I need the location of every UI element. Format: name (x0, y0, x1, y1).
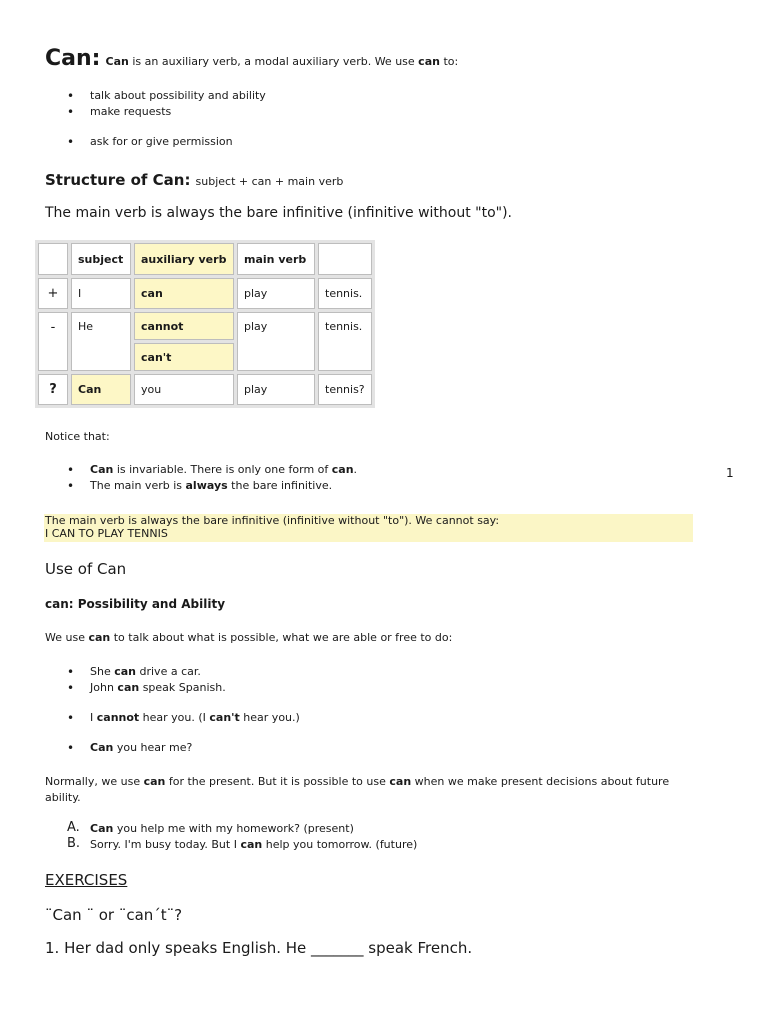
text: help you tomorrow. (future) (262, 838, 418, 851)
text: She (90, 665, 115, 678)
examples-list-3 (45, 740, 645, 756)
normally-paragraph (45, 774, 705, 806)
text: for the present. But it is possible to use (165, 775, 390, 788)
table-cell: play (237, 374, 315, 405)
uses-list-2 (45, 134, 645, 150)
text: you help me with my homework? (present) (113, 822, 354, 835)
table-header-row (38, 243, 372, 275)
text: you hear me? (113, 741, 193, 754)
list-marker: B. (67, 836, 81, 851)
symbol-positive: + (38, 278, 68, 309)
bold-text: can (143, 775, 166, 788)
structure-line (45, 170, 343, 190)
bold-text: can (240, 838, 263, 851)
table-cell-aux: cannot (134, 312, 234, 340)
symbol-question: ? (38, 374, 68, 405)
table-cell-aux: can (134, 278, 234, 309)
intro-end: to: (439, 55, 459, 68)
alpha-list (45, 821, 685, 853)
bold-text: can (114, 665, 136, 678)
highlight-box (44, 514, 693, 542)
table-row (38, 312, 372, 340)
bold-text: can't (209, 711, 240, 724)
list-item: • make requests (45, 104, 645, 120)
highlight-line-1: The main verb is always the bare infinitive (infinitive without "to"). We cannot say: (45, 514, 500, 527)
table-row (38, 278, 372, 309)
exercises-heading: EXERCISES (45, 871, 128, 889)
text: when we make present decisions about future ability. (45, 775, 670, 804)
table-row (38, 374, 372, 405)
text: hear you.) (239, 711, 300, 724)
list-item (45, 462, 645, 478)
structure-heading: Structure of Can: (45, 171, 191, 189)
use-heading: Use of Can (45, 560, 127, 578)
text: The main verb is (90, 479, 186, 492)
uses-list (45, 88, 645, 120)
bold-text: can (331, 463, 354, 476)
text: hear you. (I (139, 711, 210, 724)
intro-text: is an auxiliary verb, a modal auxiliary verb. We use (128, 55, 419, 68)
table-cell: He (71, 312, 131, 371)
list-item (45, 478, 645, 494)
symbol-negative: - (38, 312, 68, 371)
bold-text: Can (90, 741, 114, 754)
list-item (45, 821, 685, 837)
exercises-prompt: ¨Can ¨ or ¨can´t¨? (45, 906, 183, 924)
text: speak Spanish. (139, 681, 226, 694)
list-item (45, 740, 645, 756)
title-line (45, 46, 458, 71)
bold-text: cannot (96, 711, 140, 724)
text: Sorry. I'm busy today. But I (90, 838, 241, 851)
table-cell-aux: Can (71, 374, 131, 405)
bold-text: always (185, 479, 228, 492)
bold-text: Can (90, 463, 114, 476)
examples-list-2 (45, 710, 645, 726)
table-cell (38, 243, 68, 275)
bold-text: can (117, 681, 140, 694)
text: John (90, 681, 118, 694)
text: I (90, 711, 97, 724)
notice-list (45, 462, 645, 494)
text: to talk about what is possible, what we are able or free to do: (110, 631, 453, 644)
table-cell: I (71, 278, 131, 309)
page-number: 1 (726, 466, 734, 480)
bold-text: can (389, 775, 412, 788)
list-item (45, 664, 645, 680)
text: . (353, 463, 358, 476)
use-subheading: can: Possibility and Ability (45, 597, 226, 611)
list-item (45, 837, 685, 853)
list-item (45, 680, 645, 696)
text: We use (45, 631, 89, 644)
table-cell: tennis? (318, 374, 372, 405)
text: the bare infinitive. (227, 479, 333, 492)
header-aux: auxiliary verb (134, 243, 234, 275)
notice-label: Notice that: (45, 430, 110, 443)
exercise-question-1: 1. Her dad only speaks English. He _______ speak French. (45, 939, 473, 957)
list-item: • ask for or give permission (45, 134, 645, 150)
bold-text: can (88, 631, 111, 644)
table-cell: tennis. (318, 278, 372, 309)
table-cell: you (134, 374, 234, 405)
table-cell: play (237, 312, 315, 371)
table-cell (318, 243, 372, 275)
grammar-table (35, 240, 375, 408)
intro-can: Can (105, 55, 129, 68)
text: Normally, we use (45, 775, 144, 788)
text: is invariable. There is only one form of (113, 463, 332, 476)
structure-formula: subject + can + main verb (195, 175, 344, 188)
list-marker: A. (67, 820, 80, 835)
list-item: • talk about possibility and ability (45, 88, 645, 104)
intro-can-2: can (418, 55, 440, 68)
table-cell-aux: can't (134, 343, 234, 371)
use-intro (45, 630, 452, 646)
bold-text: Can (90, 822, 114, 835)
list-item (45, 710, 645, 726)
header-subject: subject (71, 243, 131, 275)
structure-note: The main verb is always the bare infinitive (infinitive without "to"). (45, 205, 513, 221)
table-cell: play (237, 278, 315, 309)
header-main-verb: main verb (237, 243, 315, 275)
table-cell: tennis. (318, 312, 372, 371)
examples-list (45, 664, 645, 696)
title-word: Can: (45, 46, 101, 71)
text: drive a car. (136, 665, 201, 678)
highlight-line-2: I CAN TO PLAY TENNIS (45, 527, 168, 540)
